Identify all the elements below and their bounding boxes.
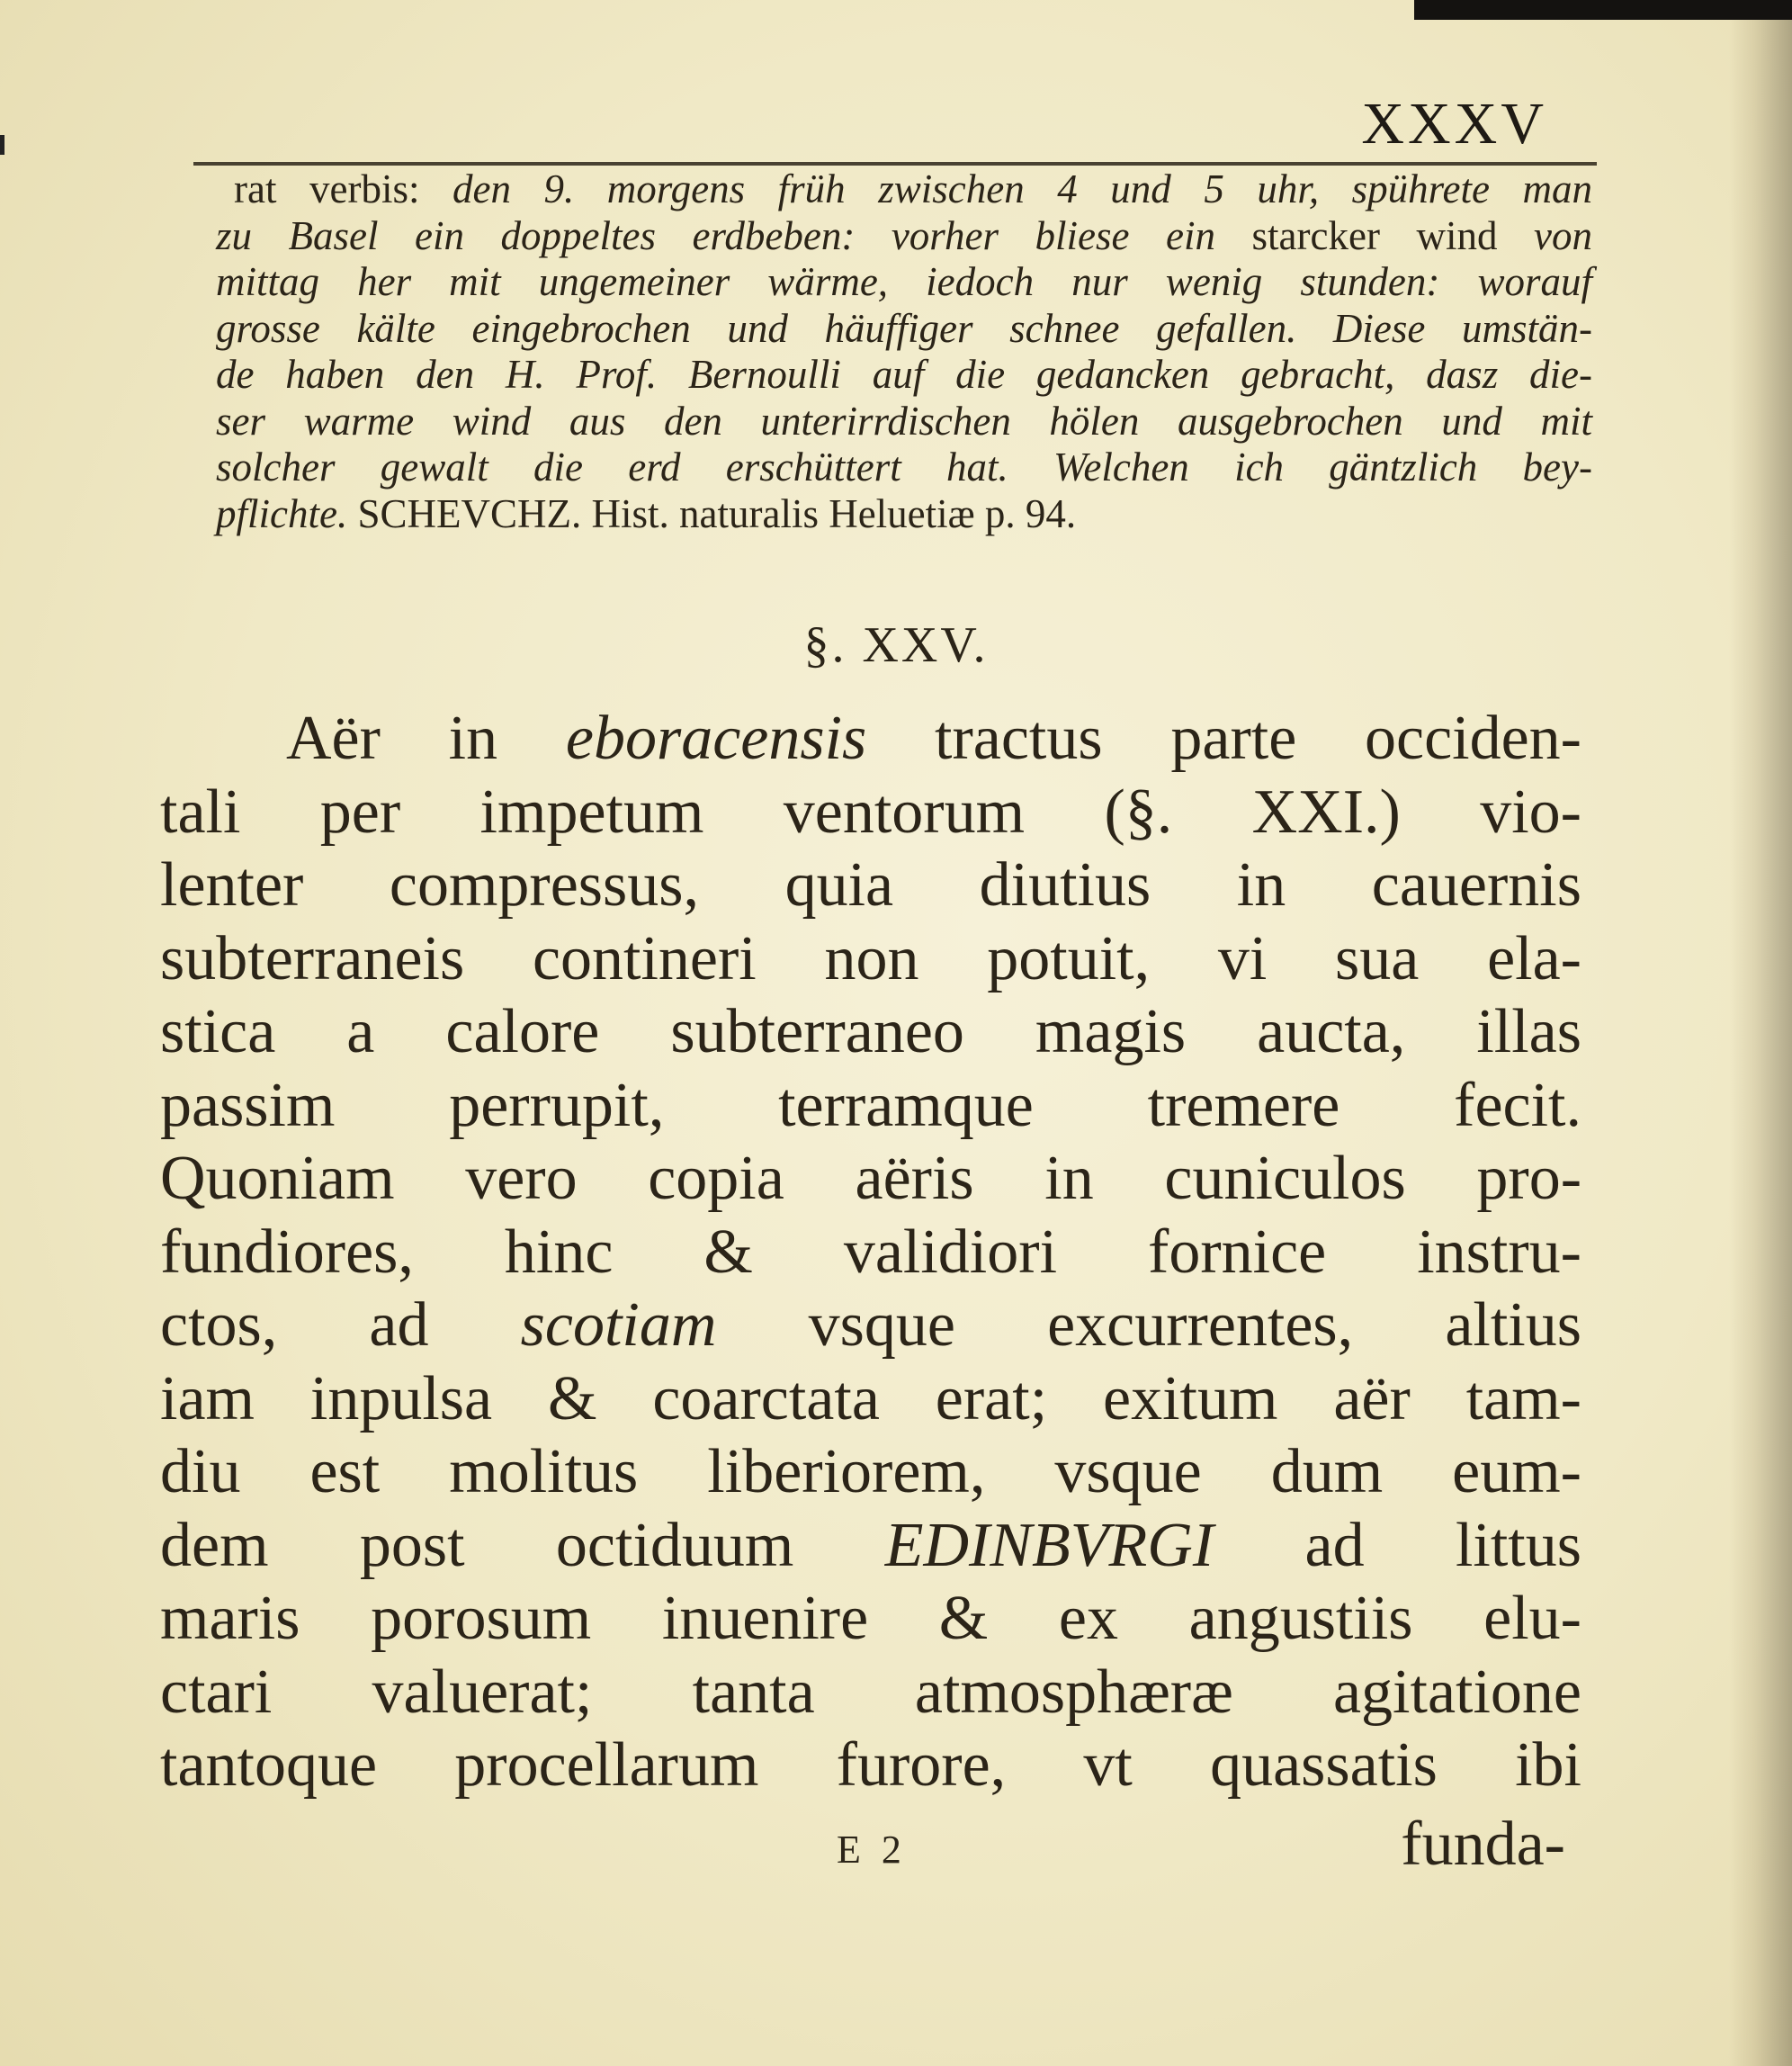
body-line <box>160 1142 1581 1216</box>
body-text: eboracensis <box>565 704 867 773</box>
body-text: vsque excurrentes, altius <box>716 1290 1581 1360</box>
body-text: lenter compressus, quia diutius in cauernis <box>160 850 1581 920</box>
body-line <box>160 1289 1581 1362</box>
body-line <box>160 776 1581 849</box>
footnote-line <box>216 352 1592 399</box>
footnote-text: rat verbis: <box>234 166 453 211</box>
footnote-line <box>216 166 1592 213</box>
body-line <box>160 849 1581 922</box>
footnote-text: starcker wind <box>1251 212 1535 258</box>
footnote-line <box>216 445 1592 491</box>
body-line <box>160 1362 1581 1436</box>
body-text: dem post octiduum <box>160 1510 885 1580</box>
footnote-line <box>216 213 1592 260</box>
body-text: subterraneis contineri non potuit, vi sua ela- <box>160 923 1581 993</box>
body-line <box>160 995 1581 1069</box>
body-line <box>160 1582 1581 1656</box>
footnote-line <box>216 399 1592 445</box>
footnote-text: den 9. morgens früh zwischen 4 und 5 uhr, spührete man <box>452 166 1592 211</box>
body-text: passim perrupit, terramque tremere fecit. <box>160 1070 1581 1140</box>
page-edge-mark <box>0 135 4 155</box>
footnote-text: von <box>1534 212 1593 258</box>
body-text: iam inpulsa & coarctata erat; exitum aër tam- <box>160 1363 1581 1433</box>
body-text: Aër in <box>286 704 566 773</box>
body-text-block <box>160 702 1581 1802</box>
body-text: diu est molitus liberiorem, vsque dum eum- <box>160 1437 1581 1506</box>
footnote-text: solcher gewalt die erd erschüttert hat. Welchen ich gäntzlich bey- <box>216 445 1592 490</box>
body-text: maris porosum inuenire & ex angustiis elu- <box>160 1584 1581 1653</box>
footnote-text: ser warme wind aus den unterirrdischen hölen ausgebrochen und mit <box>216 398 1592 444</box>
body-line <box>160 1069 1581 1143</box>
body-text: EDINBVRGI <box>884 1510 1214 1580</box>
body-line <box>160 702 1581 776</box>
body-text: ctari valuerat; tanta atmosphæræ agitatione <box>160 1657 1581 1727</box>
body-line <box>160 1216 1581 1289</box>
body-text: fundiores, hinc & validiori fornice instru- <box>160 1217 1581 1287</box>
page-corner-edge <box>1414 0 1792 20</box>
page-number: XXXV <box>1361 91 1547 157</box>
footnote-text: de haben den H. Prof. Bernoulli auf die gedancken gebracht, dasz die- <box>216 352 1592 397</box>
footnote-text: pflichte. <box>216 490 358 536</box>
body-line <box>160 922 1581 996</box>
footnote-block <box>216 166 1592 537</box>
footnote-text: grosse kälte eingebrochen und häuffiger schnee gefallen. Diese umstän- <box>216 305 1592 351</box>
footnote-line <box>216 491 1592 538</box>
body-line <box>160 1656 1581 1729</box>
body-line <box>160 1509 1581 1583</box>
section-heading: §. XXV. <box>803 617 989 673</box>
catchword: funda- <box>1401 1810 1565 1879</box>
header-rule <box>193 162 1597 166</box>
body-text: tali per impetum ventorum (§. XXI.) vio- <box>160 777 1581 847</box>
page-spine-shadow <box>1729 0 1792 2066</box>
body-text: stica a calore subterraneo magis aucta, illas <box>160 997 1581 1066</box>
footnote-text: SCHEVCHZ. Hist. naturalis Heluetiæ p. 94. <box>357 490 1077 536</box>
footnote-text: mittag her mit ungemeiner wärme, iedoch nur wenig stunden: worauf <box>216 259 1592 304</box>
body-line <box>160 1729 1581 1802</box>
footnote-line <box>216 306 1592 353</box>
body-text: tantoque procellarum furore, vt quassatis ibi <box>160 1730 1581 1800</box>
body-text: ctos, ad <box>160 1290 521 1360</box>
body-line <box>160 1435 1581 1509</box>
body-text: scotiam <box>520 1290 717 1360</box>
footnote-line <box>216 259 1592 306</box>
signature-mark: E 2 <box>837 1828 907 1872</box>
body-text: Quoniam vero copia aëris in cuniculos pro- <box>160 1144 1581 1213</box>
body-text: tractus parte occiden- <box>866 704 1581 773</box>
footnote-text: zu Basel ein doppeltes erdbeben: vorher bliese ein <box>216 212 1252 258</box>
body-text: ad littus <box>1214 1510 1582 1580</box>
